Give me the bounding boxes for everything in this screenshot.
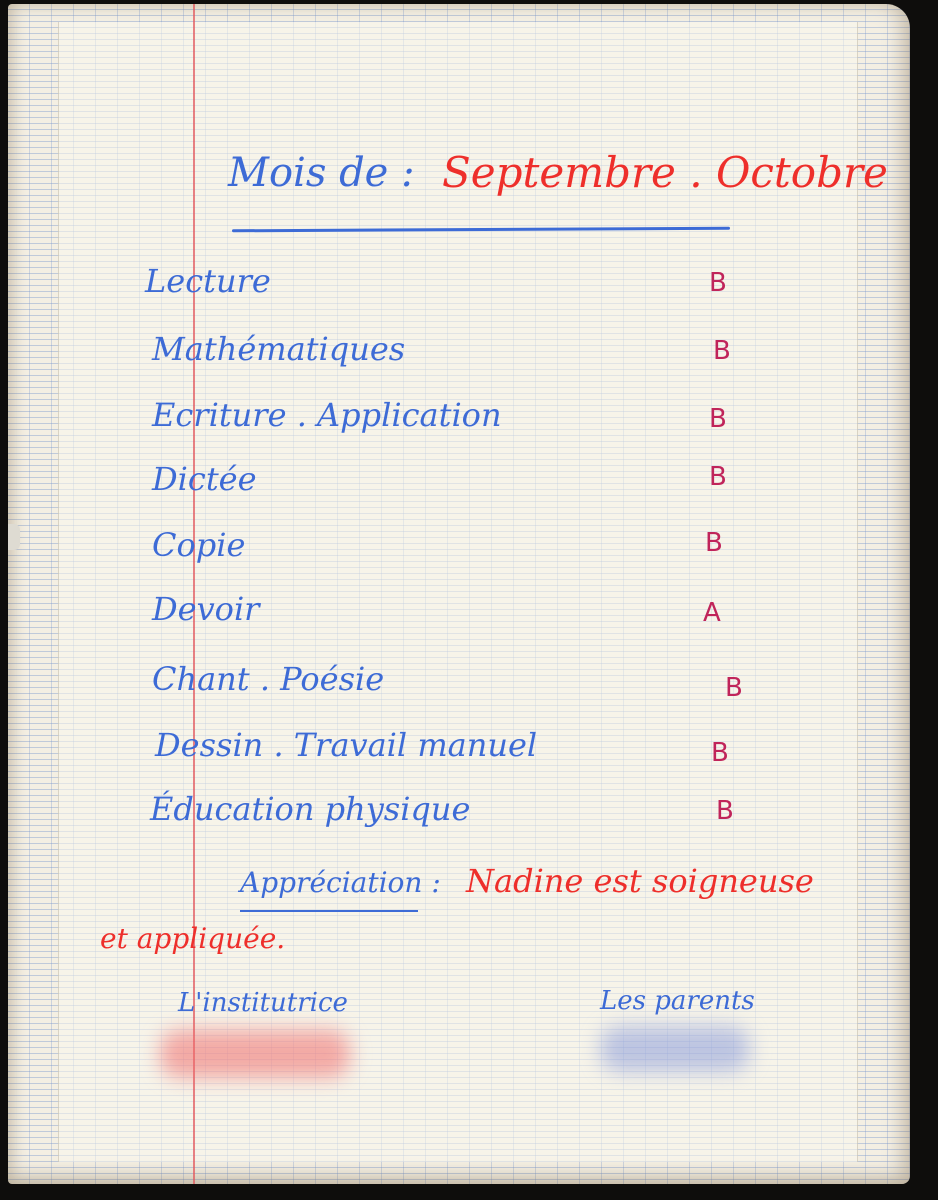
subject-grade: B bbox=[705, 528, 723, 558]
subject-grade: B bbox=[716, 796, 734, 826]
appreciation-comment-line1: Nadine est soigneuse bbox=[466, 862, 814, 900]
subject-grade: B bbox=[713, 336, 731, 366]
signature-teacher-label: L'institutrice bbox=[178, 988, 348, 1018]
subject-name: Éducation physique bbox=[150, 790, 471, 828]
subject-grade: B bbox=[709, 268, 727, 298]
title-label: Mois de : bbox=[228, 150, 415, 196]
subject-name: Dessin . Travail manuel bbox=[155, 726, 538, 764]
subject-name: Copie bbox=[152, 526, 246, 564]
subject-name: Devoir bbox=[152, 590, 260, 628]
staple-mark bbox=[8, 524, 20, 550]
subject-grade: B bbox=[709, 404, 727, 434]
subject-grade: A bbox=[703, 598, 721, 628]
appreciation-comment-line2: et appliquée. bbox=[100, 922, 286, 955]
parents-signature-redacted bbox=[600, 1026, 750, 1072]
subject-name: Chant . Poésie bbox=[152, 660, 385, 698]
title-months: Septembre . Octobre bbox=[442, 148, 888, 197]
subject-name: Mathématiques bbox=[152, 330, 406, 368]
subject-name: Dictée bbox=[152, 460, 257, 498]
appreciation-underline bbox=[240, 910, 418, 912]
appreciation-label: Appréciation : bbox=[240, 866, 441, 899]
subject-grade: B bbox=[725, 673, 743, 703]
subject-name: Lecture bbox=[145, 262, 271, 300]
teacher-signature-redacted bbox=[160, 1030, 350, 1078]
subject-grade: B bbox=[711, 738, 729, 768]
subject-grade: B bbox=[709, 462, 727, 492]
subject-name: Ecriture . Application bbox=[152, 396, 502, 434]
signature-parents-label: Les parents bbox=[600, 986, 755, 1016]
